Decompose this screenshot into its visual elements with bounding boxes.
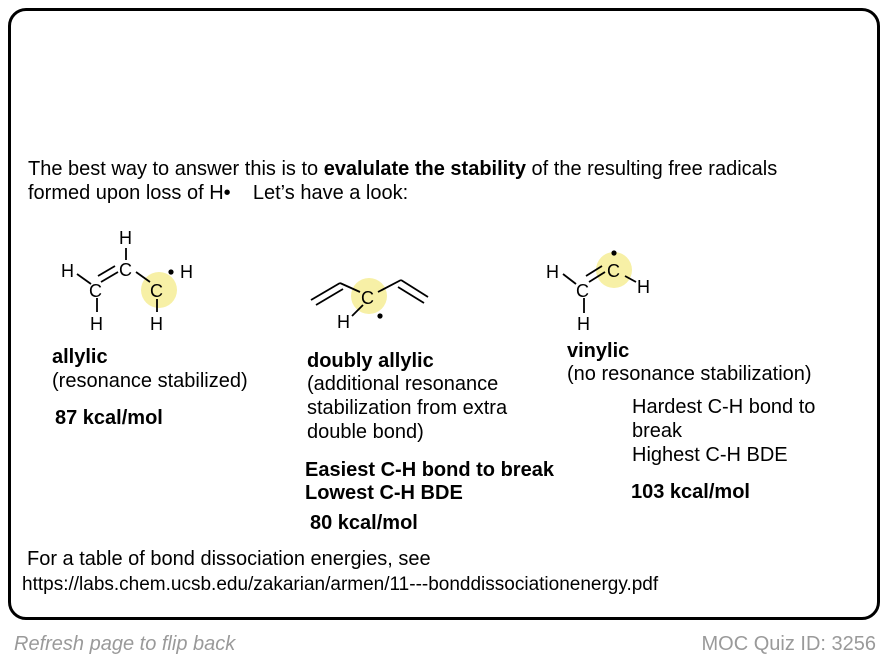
vinylic-subtitle: (no resonance stabilization) bbox=[567, 363, 812, 385]
hardest-bond-label: Hardest C-H bond to bbox=[632, 396, 816, 418]
highest-bde-label: Highest C-H BDE bbox=[632, 444, 788, 466]
atom-c: C bbox=[150, 281, 163, 301]
quiz-id: MOC Quiz ID: 3256 bbox=[701, 633, 876, 655]
atom-h: H bbox=[637, 277, 650, 297]
allylic-subtitle: (resonance stabilized) bbox=[52, 370, 248, 392]
bde-table-link[interactable]: https://labs.chem.ucsb.edu/zakarian/armen/11---bonddissociationenergy.pdf bbox=[22, 574, 659, 595]
intro-line-2: formed upon loss of H• Let’s have a look: bbox=[28, 182, 409, 204]
allylic-title: allylic bbox=[52, 346, 108, 368]
doubly-allylic-energy: 80 kcal/mol bbox=[310, 512, 418, 534]
atom-c: C bbox=[119, 260, 132, 280]
hardest-bond-label: break bbox=[632, 420, 683, 442]
atom-c: C bbox=[576, 281, 589, 301]
atom-h: H bbox=[337, 312, 350, 332]
atom-h: H bbox=[546, 262, 559, 282]
atom-h: H bbox=[61, 261, 74, 281]
radical-dot bbox=[611, 250, 616, 255]
doubly-allylic-title: doubly allylic bbox=[307, 350, 434, 372]
lowest-bde-label: Lowest C-H BDE bbox=[305, 482, 463, 504]
atom-h: H bbox=[90, 314, 103, 334]
doubly-allylic-desc: stabilization from extra bbox=[307, 397, 508, 419]
doubly-allylic-desc: (additional resonance bbox=[307, 373, 499, 395]
vinylic-title: vinylic bbox=[567, 340, 630, 362]
atom-h: H bbox=[180, 262, 193, 282]
atom-c: C bbox=[89, 281, 102, 301]
atom-h: H bbox=[577, 314, 590, 334]
atom-c: C bbox=[361, 288, 374, 308]
intro-line-1: The best way to answer this is to evalulate the stability of the resulting free radicals bbox=[28, 158, 778, 180]
atom-h: H bbox=[150, 314, 163, 334]
atom-h: H bbox=[119, 228, 132, 248]
atom-c: C bbox=[607, 261, 620, 281]
allylic-energy: 87 kcal/mol bbox=[55, 407, 163, 429]
table-note: For a table of bond dissociation energies, see bbox=[27, 548, 431, 570]
easiest-bond-label: Easiest C-H bond to break bbox=[305, 459, 554, 481]
vinylic-energy: 103 kcal/mol bbox=[631, 481, 750, 503]
doubly-allylic-desc: double bond) bbox=[307, 421, 424, 443]
refresh-hint: Refresh page to flip back bbox=[14, 633, 236, 655]
